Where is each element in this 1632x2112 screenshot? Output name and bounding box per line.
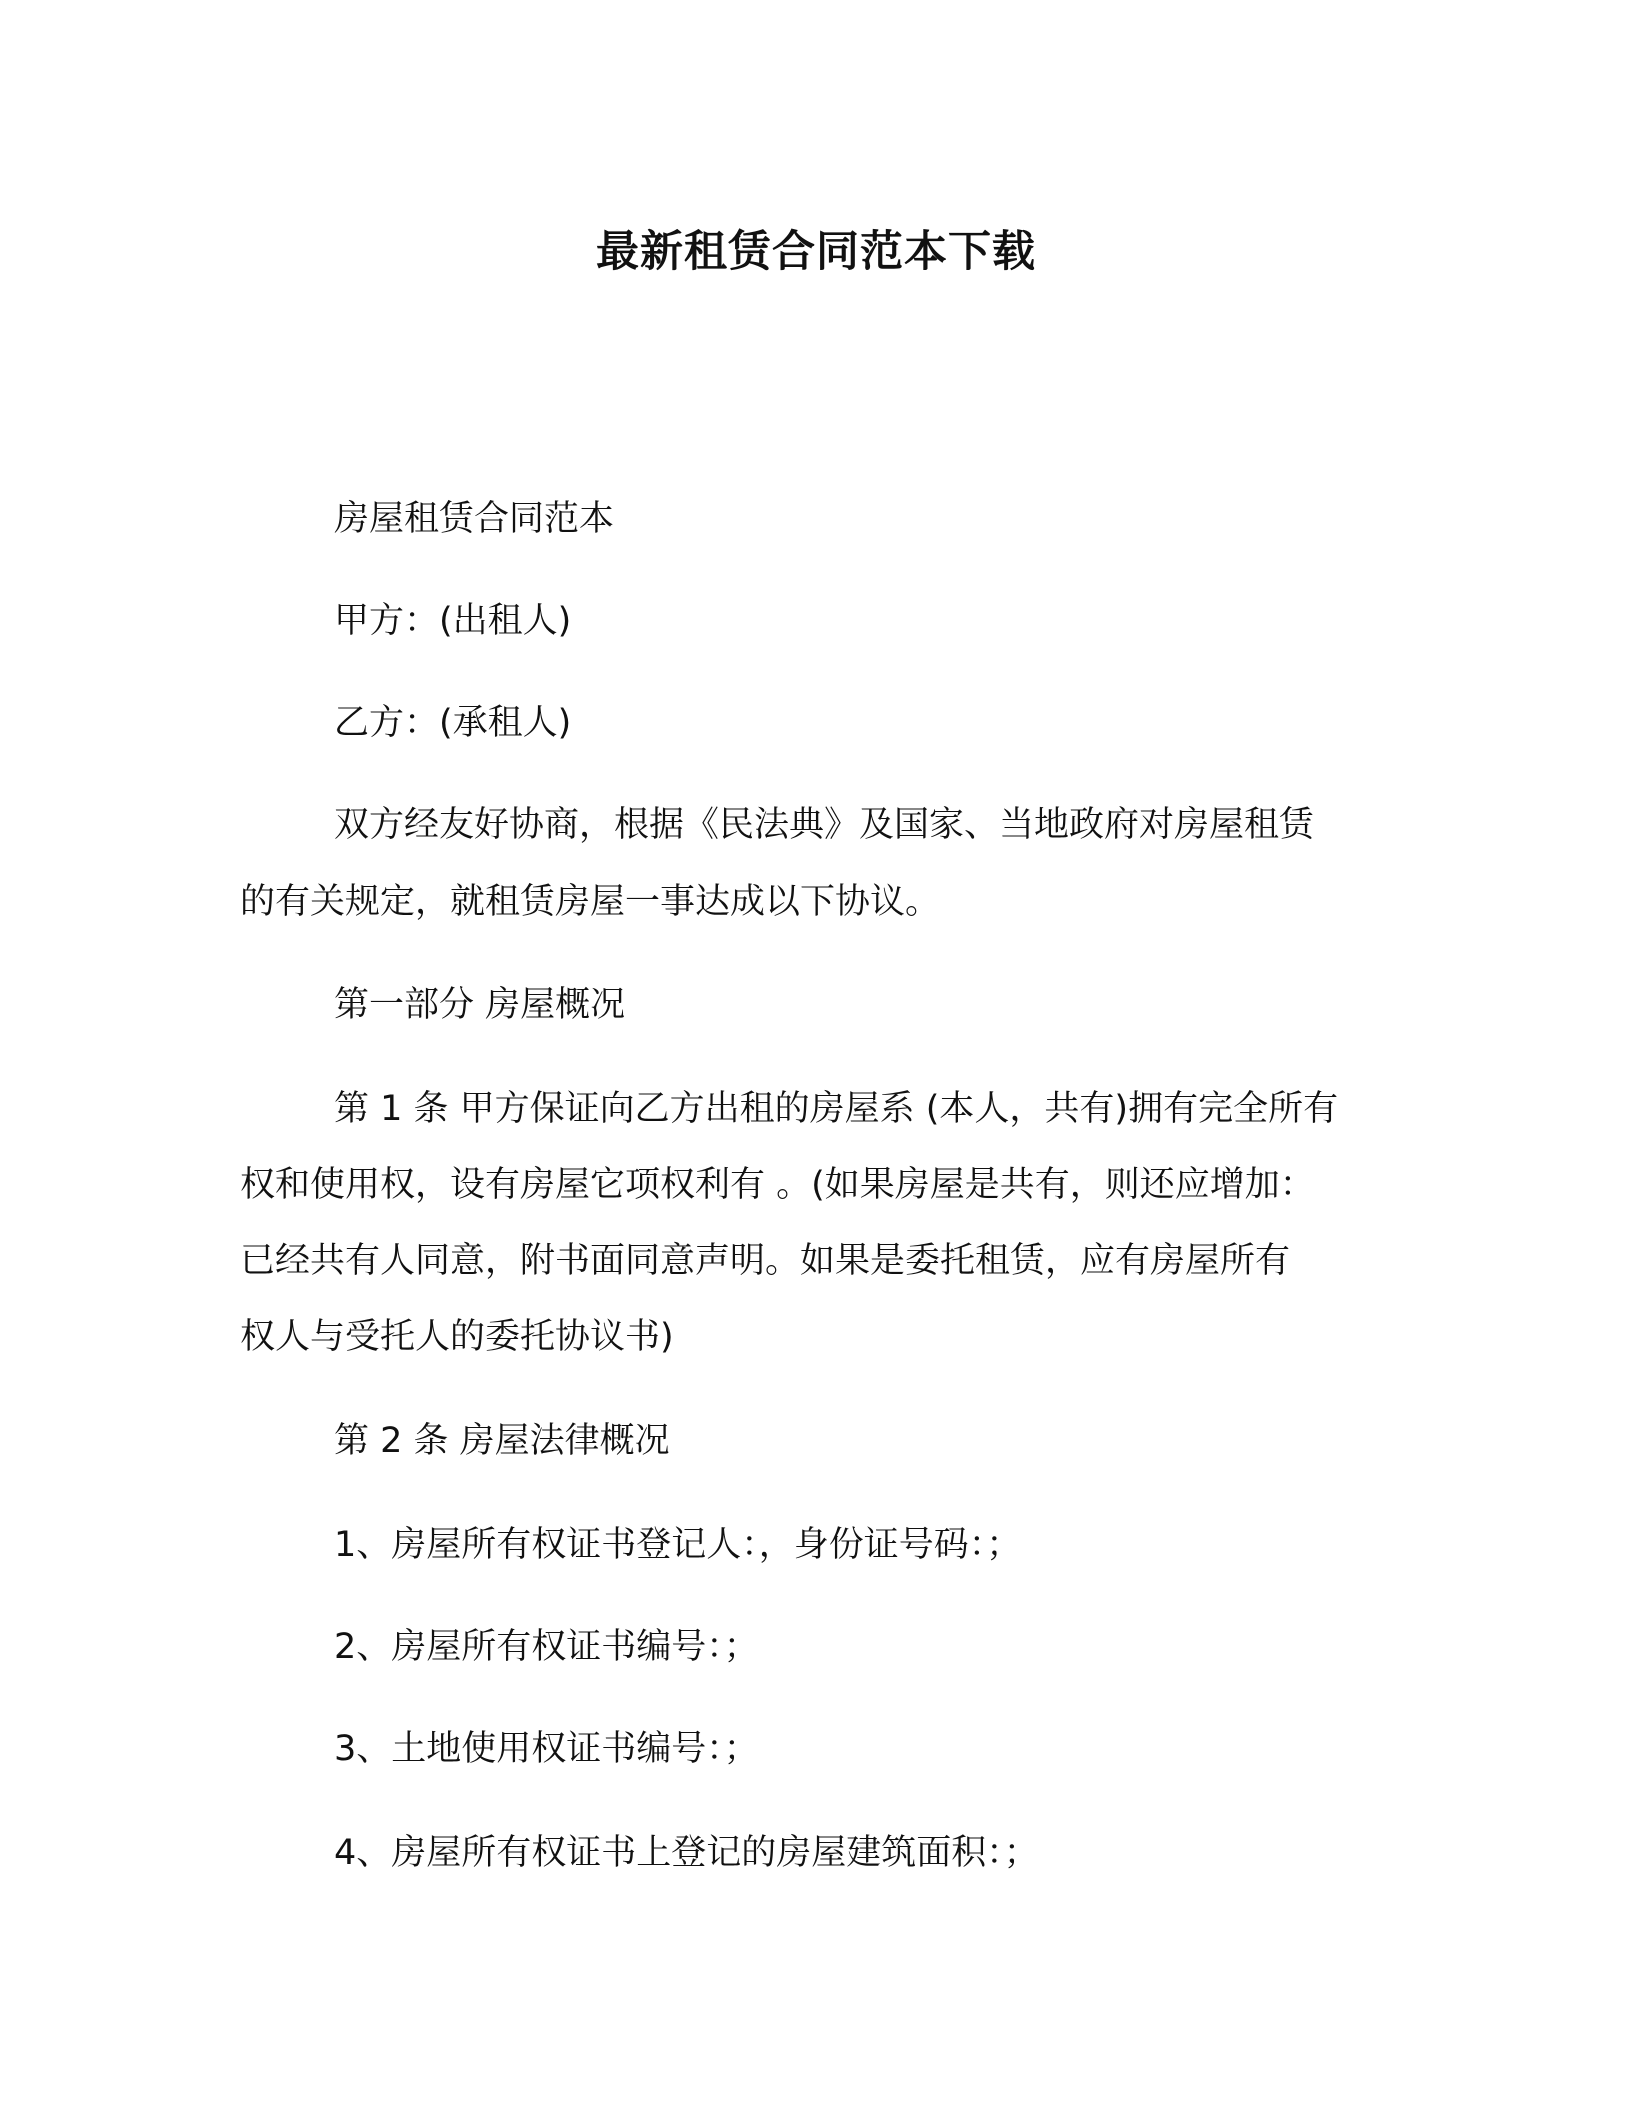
part-one-heading: 第一部分 房屋概况 (334, 985, 626, 1025)
preamble-line-1: 双方经友好协商，根据《民法典》及国家、当地政府对房屋租赁 (334, 805, 1315, 845)
party-b-line: 乙方：(承租人) (334, 703, 572, 743)
preamble-line-2: 的有关规定，就租赁房屋一事达成以下协议。 (240, 882, 941, 922)
list-item: 1、房屋所有权证书登记人：，身份证号码：； (334, 1525, 1022, 1565)
list-item: 2、房屋所有权证书编号：； (334, 1627, 759, 1667)
article-1-line-2: 权和使用权，设有房屋它项权利有 。(如果房屋是共有，则还应增加： (240, 1165, 1315, 1205)
party-a-line: 甲方：(出租人) (334, 601, 572, 641)
article-1-line-4: 权人与受托人的委托协议书) (240, 1317, 674, 1357)
article-2-heading: 第 2 条 房屋法律概况 (334, 1421, 670, 1461)
article-1-line-1: 第 1 条 甲方保证向乙方出租的房屋系 (本人，共有)拥有完全所有 (334, 1089, 1339, 1129)
document-title: 最新租赁合同范本下载 (596, 227, 1036, 277)
list-item: 4、房屋所有权证书上登记的房屋建筑面积：； (334, 1833, 1039, 1873)
article-1-line-3: 已经共有人同意，附书面同意声明。如果是委托租赁，应有房屋所有 (240, 1241, 1291, 1281)
contract-heading: 房屋租赁合同范本 (334, 499, 615, 539)
list-item: 3、土地使用权证书编号：； (334, 1729, 759, 1769)
